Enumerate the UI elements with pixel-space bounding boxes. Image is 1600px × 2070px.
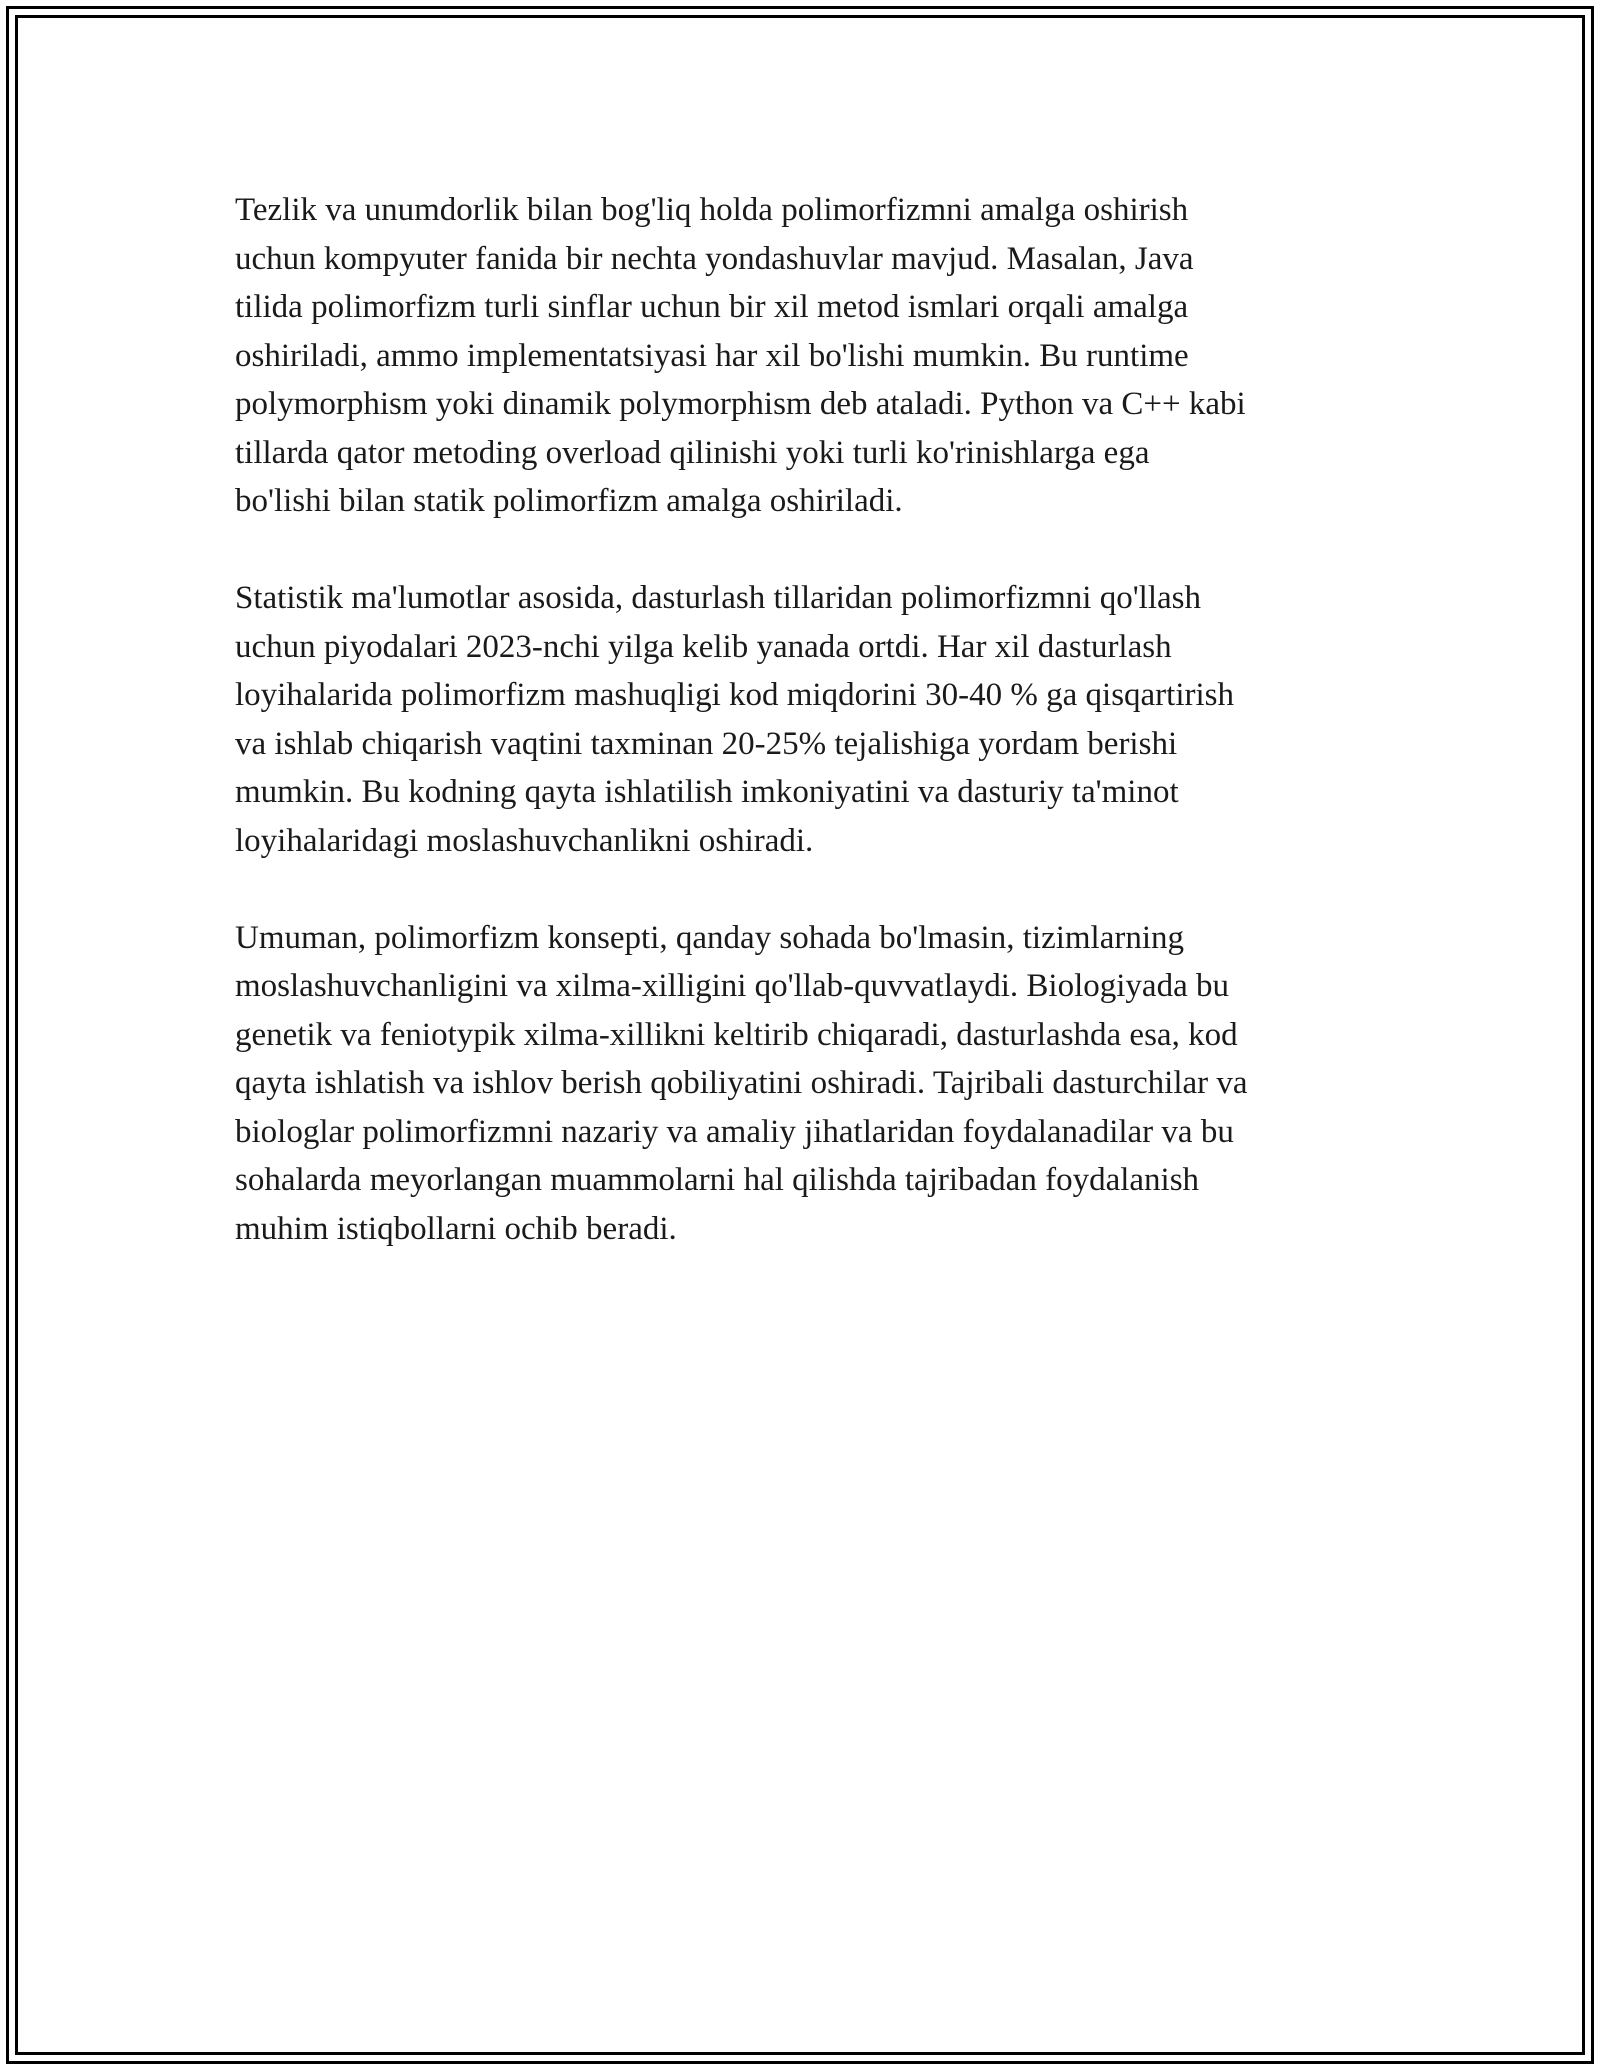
document-body bbox=[235, 186, 1375, 1302]
paragraph-1: Tezlik va unumdorlik bilan bog'liq holda polimorfizmni amalga oshirish uchun kompyuter fanida bir nechta yondashuvlar mavjud. Masalan, Java tilida polimorfizm turli sinflar uchun bir xil metod ismlari orqali amalga oshiriladi, ammo implementatsiyasi har xil bo'lishi mumkin. Bu runtime polymorphism yoki dinamik polymorphism deb ataladi. Python va C++ kabi tillarda qator metoding overload qilinishi yoki turli ko'rinishlarga ega bo'lishi bilan statik polimorfizm amalga oshiriladi. bbox=[235, 192, 1246, 519]
paragraph-2: Statistik ma'lumotlar asosida, dasturlash tillaridan polimorfizmni qo'llash uchun piyodalari 2023-nchi yilga kelib yanada ortdi. Har xil dasturlash loyihalarida polimorfizm mashuqligi kod miqdorini 30-40 % ga qisqartirish va ishlab chiqarish vaqtini taxminan 20-25% tejalishiga yordam berishi mumkin. Bu kodning qayta ishlatilish imkoniyatini va dasturiy ta'minot loyihalaridagi moslashuvchanlikni oshiradi. bbox=[235, 580, 1235, 859]
paragraph-3: Umuman, polimorfizm konsepti, qanday sohada bo'lmasin, tizimlarning moslashuvchanligini va xilma-xilligini qo'llab-quvvatlaydi. Biologiyada bu genetik va feniotypik xilma-xillikni keltirib chiqaradi, dasturlashda esa, kod qayta ishlatish va ishlov berish qobiliyatini oshiradi. Tajribali dasturchilar va biologlar polimorfizmni nazariy va amaliy jihatlaridan foydalanadilar va bu sohalarda meyorlangan muammolarni hal qilishda tajribadan foydalanish muhim istiqbollarni ochib beradi. bbox=[235, 919, 1248, 1247]
